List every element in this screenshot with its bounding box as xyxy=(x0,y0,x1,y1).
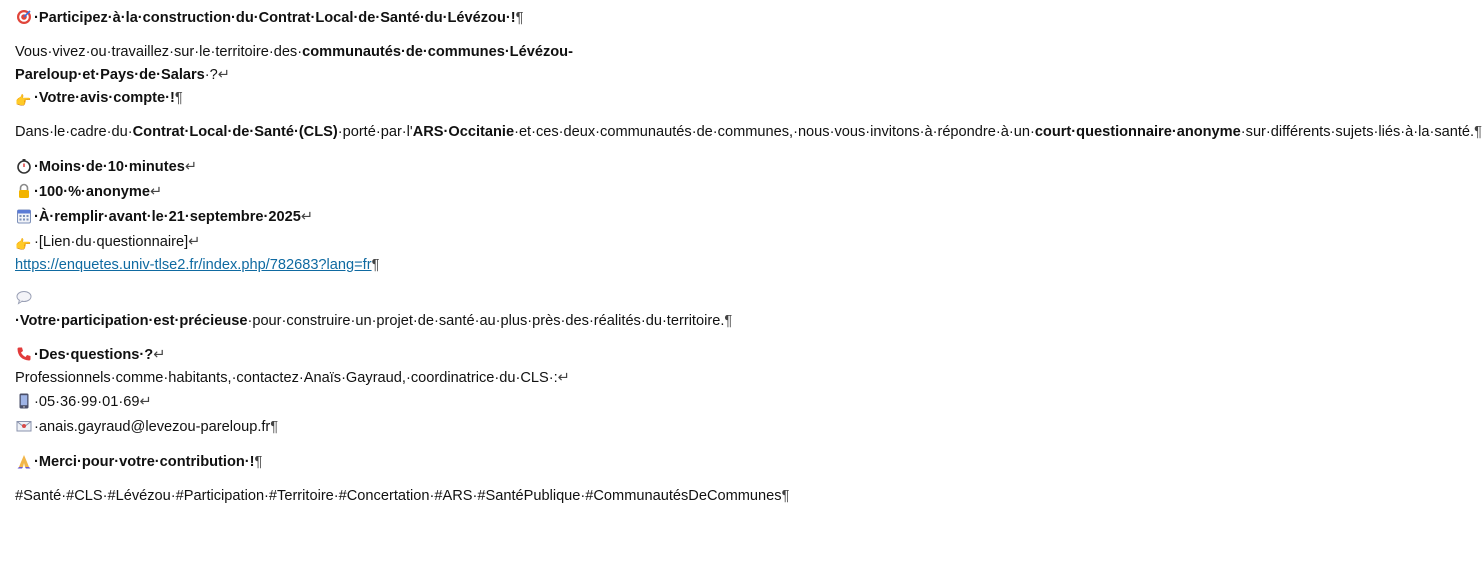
paragraph-mark: ¶ xyxy=(781,488,790,504)
avis-text: ·Votre·avis·compte·! xyxy=(34,90,175,106)
questions-paragraph xyxy=(15,344,628,440)
participation-text: ·pour·construire·un·projet·de·santé·au·plus·près·des·réalités·du·territoire. xyxy=(247,313,725,329)
intro-text-1: Vous·vivez·ou·travaillez·sur·le·territoire·des· xyxy=(15,44,303,60)
time-text: ·Moins·de·10·minutes xyxy=(34,159,185,175)
questions-text: Professionnels·comme·habitants,·contactez·Anaïs·Gayraud,·coordinatrice·du·CLS·: xyxy=(15,370,558,386)
email-text: ·anais.gayraud@levezou-pareloup.fr xyxy=(34,419,271,435)
email-icon xyxy=(15,418,32,435)
lien-line xyxy=(15,230,628,255)
participation-bold: ·Votre·participation·est·précieuse xyxy=(15,313,248,329)
paragraph-mark: ¶ xyxy=(371,257,380,273)
pointing-hand-icon: 👉 xyxy=(15,93,32,108)
questions-title: ·Des·questions·? xyxy=(34,347,154,363)
hashtags-text: #Santé·#CLS·#Lévézou·#Participation·#Territoire·#Concertation·#ARS·#SantéPublique·#CommunautésDeCommunes xyxy=(15,488,782,504)
line-break-mark: ↵ xyxy=(188,234,201,250)
anon-text: ·100·%·anonyme xyxy=(34,184,150,200)
lien-text: ·[Lien·du·questionnaire] xyxy=(34,234,189,250)
line-break-mark: ↵ xyxy=(139,394,152,410)
paragraph-mark: ¶ xyxy=(1474,124,1482,140)
telephone-icon xyxy=(15,346,32,363)
questions-title-line xyxy=(15,344,628,367)
merci-text: ·Merci·pour·votre·contribution·! xyxy=(34,454,255,470)
merci-paragraph xyxy=(15,451,628,474)
paragraph-mark: ¶ xyxy=(515,10,524,26)
cadre-bold-3: court·questionnaire·anonyme xyxy=(1034,124,1241,140)
hashtags-paragraph xyxy=(15,485,790,508)
paragraph-mark: ¶ xyxy=(270,419,279,435)
title-text: ·Participez·à·la·construction·du·Contrat·Local·de·Santé·du·Lévézou·! xyxy=(34,10,516,26)
cadre-bold-2: ARS·Occitanie xyxy=(412,124,515,140)
time-line xyxy=(15,155,628,180)
line-break-mark: ↵ xyxy=(184,159,198,175)
anon-line xyxy=(15,180,628,205)
line-break-mark: ↵ xyxy=(153,347,166,363)
participation-paragraph xyxy=(15,287,733,333)
intro-paragraph xyxy=(15,41,628,110)
deadline-line xyxy=(15,205,628,230)
cadre-text-3: ·et·ces·deux·communautés·de·communes,·nous·vous·invitons·à·répondre·à·un· xyxy=(514,124,1035,140)
intro-bold-1: communautés·de·communes·Lévézou-Pareloup·et·Pays·de·Salars xyxy=(15,44,573,83)
questionnaire-link[interactable]: https://enquetes.univ-tlse2.fr/index.php/782683?lang=fr xyxy=(15,257,372,273)
speech-bubble-icon xyxy=(15,289,32,306)
url-line xyxy=(15,255,628,276)
cadre-paragraph xyxy=(15,121,1482,144)
paragraph-mark: ¶ xyxy=(254,454,263,470)
cadre-text-4: ·sur·différents·sujets·liés·à·la·santé. xyxy=(1240,124,1475,140)
calendar-icon xyxy=(15,208,32,225)
deadline-text: ·À·remplir·avant·le·21·septembre·2025 xyxy=(34,209,301,225)
line-break-mark: ↵ xyxy=(149,184,163,200)
line-break-mark: ↵ xyxy=(217,67,231,83)
avis-line xyxy=(15,87,628,110)
intro-text-2: ·? xyxy=(204,67,218,83)
line-break-mark: ↵ xyxy=(300,209,314,225)
lock-icon xyxy=(15,183,32,200)
info-paragraph xyxy=(15,155,628,276)
paragraph-mark: ¶ xyxy=(174,90,183,106)
line-break-mark: ↵ xyxy=(557,370,570,386)
mobile-phone-icon xyxy=(15,393,32,410)
folded-hands-icon xyxy=(15,453,32,470)
phone-line xyxy=(15,390,628,415)
cadre-text-1: Dans·le·cadre·du· xyxy=(15,124,133,140)
target-icon xyxy=(15,9,32,26)
pointing-hand-icon: 👉 xyxy=(15,237,32,252)
paragraph-mark: ¶ xyxy=(724,313,733,329)
stopwatch-icon xyxy=(15,158,32,175)
cadre-text-2: ·porté·par·l' xyxy=(337,124,413,140)
phone-text: ·05·36·99·01·69 xyxy=(34,394,140,410)
cadre-bold-1: Contrat·Local·de·Santé·(CLS) xyxy=(132,124,338,140)
email-line xyxy=(15,415,628,440)
title-paragraph xyxy=(15,7,628,30)
questions-text-line xyxy=(15,367,628,390)
